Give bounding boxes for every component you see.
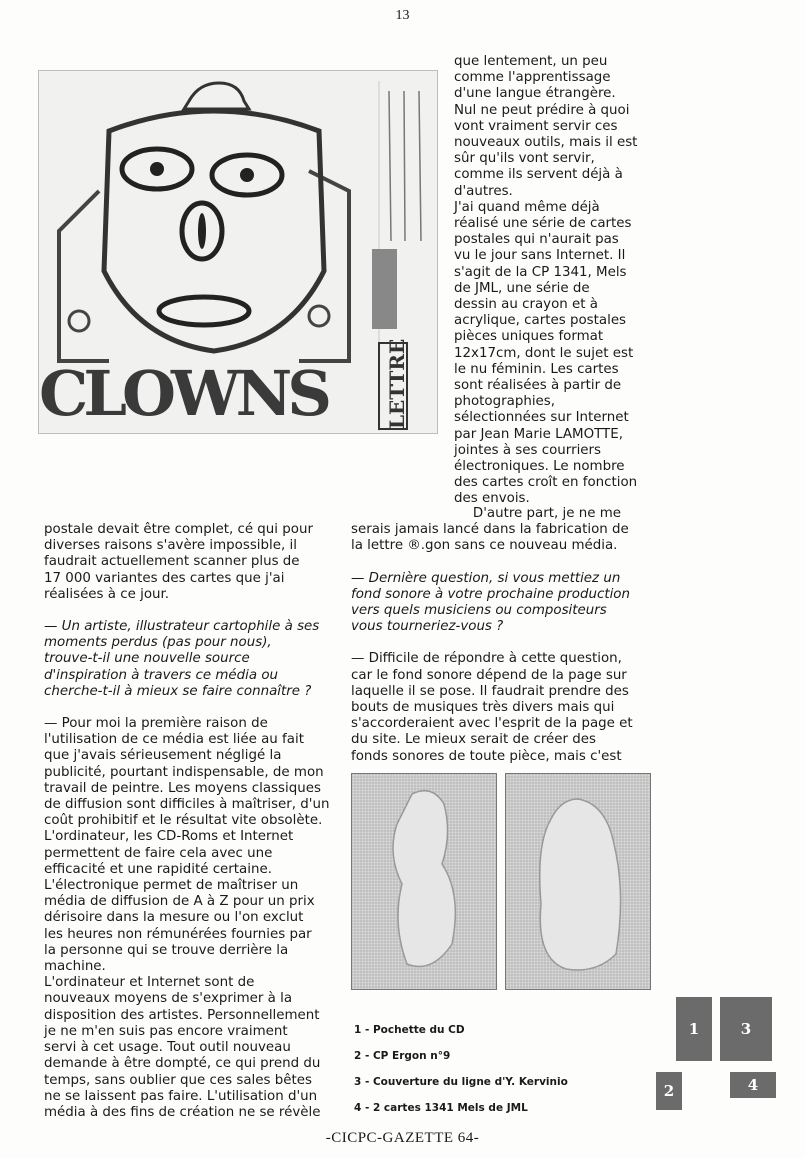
text-line: temps, sans oublier que ces sales bêtes	[44, 1072, 312, 1088]
clowns-cd-cover-image	[38, 70, 438, 434]
text-line: d'autres.	[454, 183, 513, 199]
text-line: d'une langue étrangère.	[454, 86, 616, 102]
lettre-spine-text: LETTRE	[385, 338, 409, 429]
text-line: — Difficile de répondre à cette question,	[351, 651, 622, 667]
text-line: laquelle il se pose. Il faudrait prendre des	[351, 683, 629, 699]
text-line: L'électronique permet de maîtriser un	[44, 878, 299, 894]
text-line: jointes à ses courriers	[454, 442, 602, 458]
page-footer: -CICPC-GAZETTE 64-	[325, 1130, 480, 1146]
clowns-title: CLOWNS	[39, 357, 328, 430]
question-line: vers quels musiciens ou compositeurs	[351, 603, 607, 619]
text-line: pièces uniques format	[454, 329, 604, 345]
page-number: 13	[395, 8, 410, 23]
text-line: les heures non rémunérées fournies par	[44, 926, 312, 942]
text-line: s'accorderaient avec l'esprit de la page et	[351, 716, 633, 732]
text-line: vu le jour sans Internet. Il	[454, 248, 626, 264]
nude-card-image-1	[351, 773, 497, 990]
text-line: J'ai quand même déjà	[454, 199, 600, 215]
text-line: le nu féminin. Les cartes	[454, 361, 619, 377]
left-column	[44, 522, 334, 1121]
text-line: électroniques. Le nombre	[454, 459, 625, 475]
text-line: que lentement, un peu	[454, 54, 608, 69]
right-column-bottom	[351, 506, 641, 765]
figure-box-4: 4	[730, 1072, 776, 1098]
text-line: nouveaux outils, mais il est	[454, 135, 638, 151]
text-line: car le fond sonore dépend de la page sur	[351, 667, 627, 683]
text-line: postale devait être complet, cé qui pour	[44, 522, 313, 537]
figure-box-2: 2	[656, 1072, 682, 1110]
text-line: l'utilisation de ce média est liée au fait	[44, 732, 304, 748]
text-line: sont réalisées à partir de	[454, 378, 622, 394]
text-line: je ne m'en suis pas encore vraiment	[44, 1023, 288, 1039]
caption-4: 4 - 2 cartes 1341 Mels de JML	[354, 1102, 528, 1114]
text-line: 12x17cm, dont le sujet est	[454, 345, 634, 361]
text-line: la lettre ®.gon sans ce nouveau média.	[351, 538, 618, 554]
text-line: travail de peintre. Les moyens classiques	[44, 780, 321, 796]
caption-1: 1 - Pochette du CD	[354, 1024, 465, 1036]
question-line: vous tourneriez-vous ?	[351, 619, 504, 635]
caption-2: 2 - CP Ergon n°9	[354, 1050, 451, 1062]
text-line: serais jamais lancé dans la fabrication de	[351, 522, 629, 538]
figure-box-1: 1	[676, 997, 712, 1061]
text-line: vont vraiment servir ces	[454, 118, 618, 134]
text-line: servi à cet usage. Tout outil nouveau	[44, 1040, 291, 1056]
nude-card-image-2	[505, 773, 651, 990]
right-column-top	[454, 54, 654, 508]
figure-box-3: 3	[720, 997, 772, 1061]
text-line: machine.	[44, 959, 106, 975]
question-line: — Un artiste, illustrateur cartophile à ses	[44, 619, 320, 635]
question-line: trouve-t-il une nouvelle source	[44, 651, 250, 667]
text-line: acrylique, cartes postales	[454, 313, 627, 329]
text-line: s'agit de la CP 1341, Mels	[454, 264, 627, 280]
text-line: postales qui n'aurait pas	[454, 232, 619, 248]
text-line: efficacité et une rapidité certaine.	[44, 861, 272, 877]
question-line: d'inspiration à travers ce média ou	[44, 667, 279, 683]
text-line: de JML, une série de	[454, 280, 590, 296]
text-line: 17 000 variantes des cartes que j'ai	[44, 570, 285, 586]
text-line: des envois.	[454, 491, 530, 507]
figure-sketch	[352, 774, 496, 989]
text-line: réalisées à ce jour.	[44, 586, 170, 602]
text-line: fonds sonores de toute pièce, mais c'est	[351, 748, 622, 764]
text-line: dessin au crayon et à	[454, 297, 598, 313]
text-line: — Pour moi la première raison de	[44, 716, 268, 732]
question-line: cherche-t-il à mieux se faire connaître ?	[44, 683, 312, 699]
text-line: Nul ne peut prédire à quoi	[454, 102, 630, 118]
text-line: comme ils servent déjà à	[454, 167, 623, 183]
figure-captions	[354, 1017, 568, 1121]
text-line: publicité, pourtant indispensable, de mon	[44, 764, 324, 780]
text-line: L'ordinateur et Internet sont de	[44, 975, 255, 991]
question-line: — Dernière question, si vous mettiez un	[351, 570, 621, 586]
text-line: la personne qui se trouve derrière la	[44, 942, 289, 958]
text-line: ne se laissent pas faire. L'utilisation d'un	[44, 1088, 318, 1104]
text-line: faudrait actuellement scanner plus de	[44, 554, 300, 570]
text-line: photographies,	[454, 394, 556, 410]
text-line: bouts de musiques très divers mais qui	[351, 700, 615, 716]
text-line: L'ordinateur, les CD-Roms et Internet	[44, 829, 294, 845]
text-line: des cartes croît en fonction	[454, 475, 638, 491]
text-line: du site. Le mieux serait de créer des	[351, 732, 597, 748]
text-line: média à des fins de création ne se révèle	[44, 1104, 321, 1120]
text-line: D'autre part, je ne me	[472, 506, 621, 521]
text-line: comme l'apprentissage	[454, 70, 611, 86]
text-line: nouveaux moyens de s'exprimer à la	[44, 991, 293, 1007]
question-line: fond sonore à votre prochaine production	[351, 586, 630, 602]
text-line: permettent de faire cela avec une	[44, 845, 273, 861]
text-line: dérisoire dans la mesure ou l'on exclut	[44, 910, 304, 926]
text-line: disposition des artistes. Personnellement	[44, 1007, 320, 1023]
text-line: coût prohibitif et le résultat vite obsolète.	[44, 813, 323, 829]
text-line: réalisé une série de cartes	[454, 216, 632, 232]
text-line: sélectionnées sur Internet	[454, 410, 629, 426]
caption-3: 3 - Couverture du ligne d'Y. Kervinio	[354, 1076, 568, 1088]
figure-sketch	[506, 774, 650, 989]
text-line: média de diffusion de A à Z pour un prix	[44, 894, 315, 910]
text-line: par Jean Marie LAMOTTE,	[454, 426, 623, 442]
question-line: moments perdus (pas pour nous),	[44, 635, 272, 651]
text-line: sûr qu'ils vont servir,	[454, 151, 595, 167]
text-line: demande à être dompté, ce qui prend du	[44, 1056, 321, 1072]
text-line: diverses raisons s'avère impossible, il	[44, 538, 297, 554]
text-line: de diffusion sont difficiles à maîtriser, d'un	[44, 797, 330, 813]
text-line: que j'avais sérieusement négligé la	[44, 748, 282, 764]
